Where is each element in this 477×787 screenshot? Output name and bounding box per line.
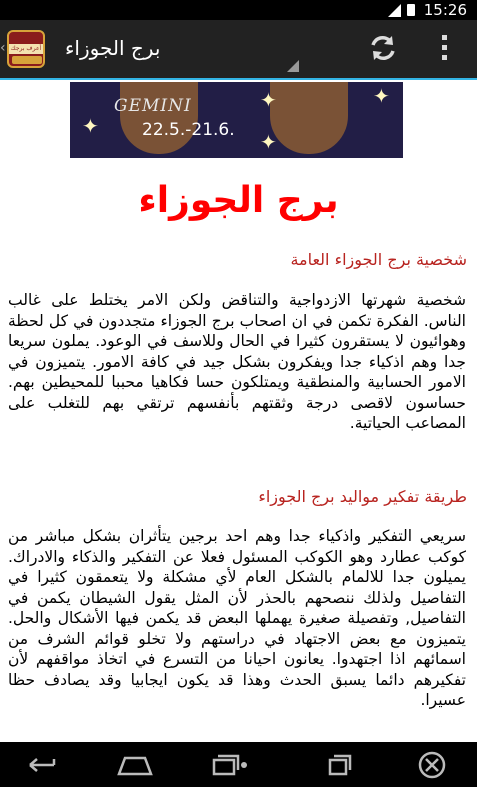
- section-heading: طريقة تفكير مواليد برج الجوزاء: [258, 487, 467, 506]
- close-icon[interactable]: [412, 750, 452, 780]
- banner-dates: 22.5.-21.6.: [142, 120, 235, 140]
- spinner-indicator-icon: [287, 60, 299, 72]
- star-icon: ✦: [373, 84, 390, 108]
- page-title: برج الجوزاء: [138, 180, 339, 221]
- section-text: سريعي التفكير واذكياء جدا وهم احد برجين يتأثران بشكل مباشر من كوكب عطارد وهو الكوكب المسئول فعلا عن التفكير والذكاء والادراك. يميلون جدا للالمام بالشكل العام لأي مشكلة ولا يتعمقون كثيرا في التفاصيل ولذلك ننصحهم بالحذر لأن المثل يقول الشيطان يكمن في التفاصيل, وتفصيلة صغيرة يهملها البعض قد يكمن فيها الأشكال والحل. يتميزون مع بعض الاجتهاد في دراستهم ولا تخلو قوائم الشرف من اسمائهم اذا اجتهدوا. يعانون احيانا من التسرع في اتخاذ مواقفهم لأن تفكيرهم دائما يسبق الحدث وهذا قد يكون ايجابيا وقد يصادف حظا عسيرا.: [8, 527, 466, 709]
- refresh-icon[interactable]: [368, 33, 398, 63]
- navigation-bar: [0, 742, 477, 787]
- app-icon-caption: أعرف برجك: [10, 45, 42, 52]
- signal-icon: [388, 4, 401, 17]
- star-icon: ✦: [260, 130, 277, 154]
- overflow-menu-icon[interactable]: [440, 35, 448, 63]
- banner-caption: GEMINI: [114, 96, 192, 116]
- home-icon[interactable]: [115, 750, 155, 780]
- status-bar: [0, 0, 477, 20]
- back-icon[interactable]: [22, 750, 62, 780]
- app-icon[interactable]: [7, 30, 45, 68]
- screenshot-icon[interactable]: [320, 750, 360, 780]
- star-icon: ✦: [82, 114, 99, 138]
- status-time: 15:26: [423, 1, 467, 19]
- action-bar-title: برج الجوزاء: [65, 36, 161, 60]
- section-text: شخصية شهرتها الازدواجية والتناقض ولكن الامر يختلط على غالب الناس. الفكرة تكمن في ان اصحاب برج الجوزاء متجددون في كل لحظة وهوائيون لا يستقرون كثيرا في الحال وللاسف في الوعود. يملون سريعا جدا وهم اذكياء جدا ويفكرون بشكل جيد في كافة الامور. يتميزون في الامور الحسابية والمنطقية ويمتلكون حسا فكاهيا محببا للمحيطين بهم. حساسون لاقصى درجة وثقتهم بأنفسهم ترتقي بهم للتغلب على المصاعب الحياتية.: [8, 291, 466, 432]
- recent-apps-icon[interactable]: [210, 750, 250, 780]
- section-heading: شخصية برج الجوزاء العامة: [290, 250, 467, 269]
- back-chevron-icon[interactable]: ‹: [0, 40, 6, 56]
- gemini-banner-image: [70, 82, 403, 158]
- star-icon: ✦: [260, 88, 277, 112]
- battery-icon: [407, 4, 415, 16]
- action-bar: [0, 20, 477, 80]
